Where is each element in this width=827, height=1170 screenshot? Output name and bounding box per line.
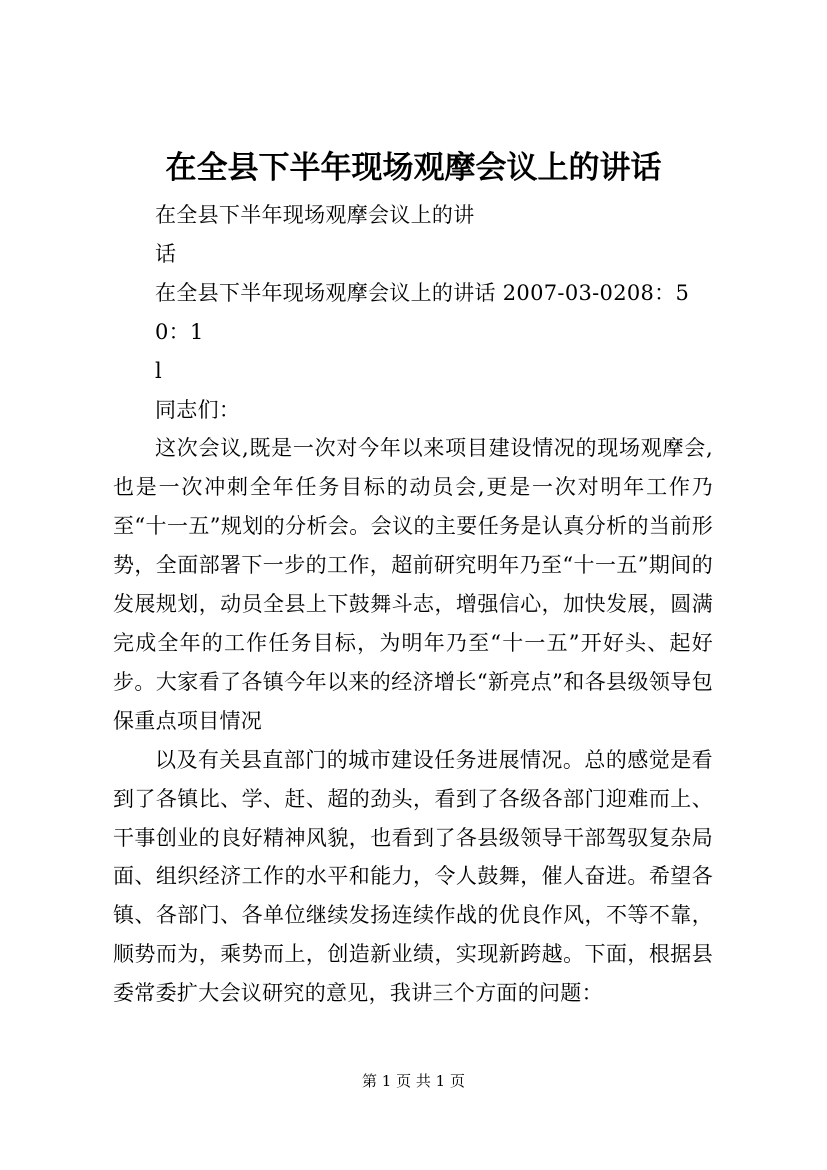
subtitle-line-1: 在全县下半年现场观摩会议上的讲	[155, 203, 475, 227]
paragraph-2: 以及有关县直部门的城市建设任务进展情况。总的感觉是看到了各镇比、学、赶、超的劲头，看到了各级各部门迎难而上、干事创业的良好精神风貌，也看到了各县级领导干部驾驭复杂局面、组织经济工作的水平和能力，令人鼓舞，催人奋进。希望各镇、各部门、各单位继续发扬连续作战的优良作风，不等不靠，顺势而为，乘势而上，创造新业绩，实现新跨越。下面，根据县委常委扩大会议研究的意见，我讲三个方面的问题：	[113, 747, 713, 1006]
dateline-line-1: 在全县下半年现场观摩会议上的讲话 2007-03-0208：50：1	[155, 280, 690, 344]
paragraph-1: 这次会议,既是一次对今年以来项目建设情况的现场观摩会,也是一次冲刺全年任务目标的动员会,更是一次对明年工作乃至“十一五”规划的分析会。会议的主要任务是认真分析的当前形势，全面部署下一步的工作，超前研究明年乃至“十一五”期间的发展规划，动员全县上下鼓舞斗志，增强信心，加快发展，圆满完成全年的工作任务目标，为明年乃至“十一五”开好头、起好步。大家看了各镇今年以来的经济增长“新亮点”和各县级领导包保重点项目情况	[113, 436, 713, 733]
salutation: 同志们：	[155, 397, 241, 422]
subtitle-line-2: 话	[155, 241, 177, 266]
dateline-line-2: l	[155, 358, 163, 383]
page-footer: 第 1 页 共 1 页	[362, 1072, 465, 1090]
document-title: 在全县下半年现场观摩会议上的讲话	[165, 150, 662, 186]
document-body	[113, 196, 713, 1013]
